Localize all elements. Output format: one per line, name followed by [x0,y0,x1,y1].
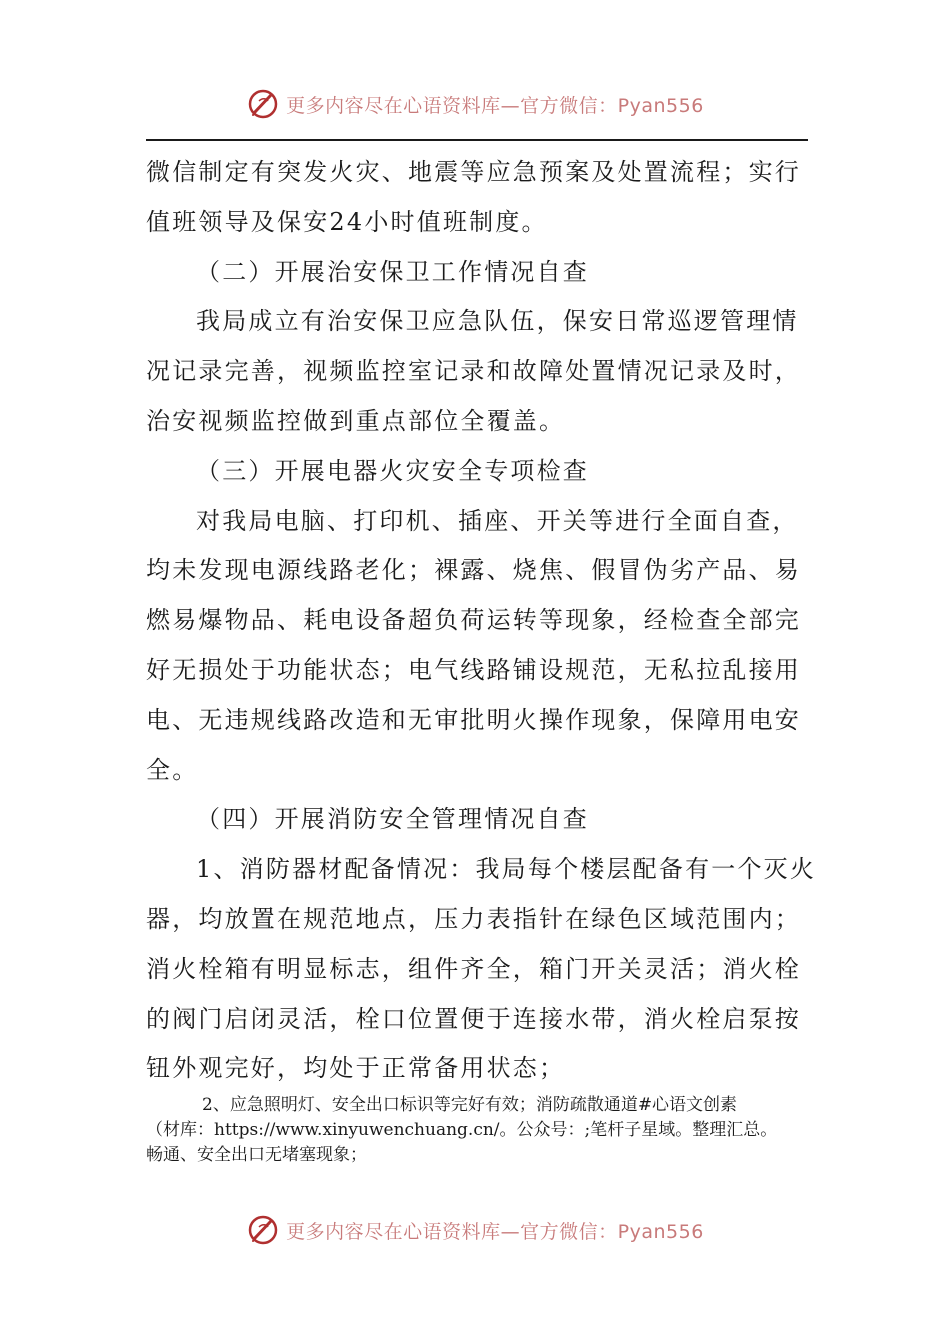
body-line: 全。 [146,755,199,784]
small-line: （材库：https://www.xinyuwenchuang.cn/。公众号：;笔杆子星域。整理汇总。 [146,1120,778,1140]
body-line: 电、无违规线路改造和无审批明火操作现象，保障用电安 [146,705,801,734]
body-line: 微信制定有突发火灾、地震等应急预案及处置流程；实行 [146,158,801,186]
section-heading: （二）开展治安保卫工作情况自查 [196,257,589,286]
header-banner [0,84,950,124]
section-heading: （四）开展消防安全管理情况自查 [196,805,589,834]
body-line: 值班领导及保安24小时值班制度。 [146,207,548,236]
footer-banner [0,1210,950,1250]
pen-logo-icon [246,87,280,121]
body-line: 钮外观完好，均处于正常备用状态； [146,1054,566,1083]
body-line: 好无损处于功能状态；电气线路铺设规范，无私拉乱接用 [146,655,801,684]
body-line: 1、消防器材配备情况：我局每个楼层配备有一个灭火 [196,855,817,884]
document-body [146,148,817,1094]
pen-logo-icon [246,1213,280,1247]
body-line: 器，均放置在规范地点，压力表指针在绿色区域范围内； [146,904,801,933]
small-text-block [146,1093,826,1168]
body-line: 燃易爆物品、耗电设备超负荷运转等现象，经检查全部完 [146,606,801,635]
header-divider [146,139,808,141]
body-line: 况记录完善，视频监控室记录和故障处置情况记录及时， [146,357,801,386]
small-line: 2、应急照明灯、安全出口标识等完好有效；消防疏散通道#心语文创素 [202,1095,738,1115]
body-line: 的阀门启闭灵活，栓口位置便于连接水带，消火栓启泵按 [146,1004,801,1033]
body-line: 对我局电脑、打印机、插座、开关等进行全面自查， [196,506,799,535]
body-line: 消火栓箱有明显标志，组件齐全，箱门开关灵活；消火栓 [146,954,801,983]
body-line: 治安视频监控做到重点部位全覆盖。 [146,406,566,435]
footer-banner-text: 更多内容尽在心语资料库—官方微信：Pyan556 [286,1220,704,1243]
body-line: 我局成立有治安保卫应急队伍，保安日常巡逻管理情 [196,307,799,336]
small-line: 畅通、安全出口无堵塞现象； [146,1145,367,1165]
body-line: 均未发现电源线路老化；裸露、烧焦、假冒伪劣产品、易 [146,556,801,585]
header-banner-text: 更多内容尽在心语资料库—官方微信：Pyan556 [286,94,704,117]
section-heading: （三）开展电器火灾安全专项检查 [196,456,589,485]
